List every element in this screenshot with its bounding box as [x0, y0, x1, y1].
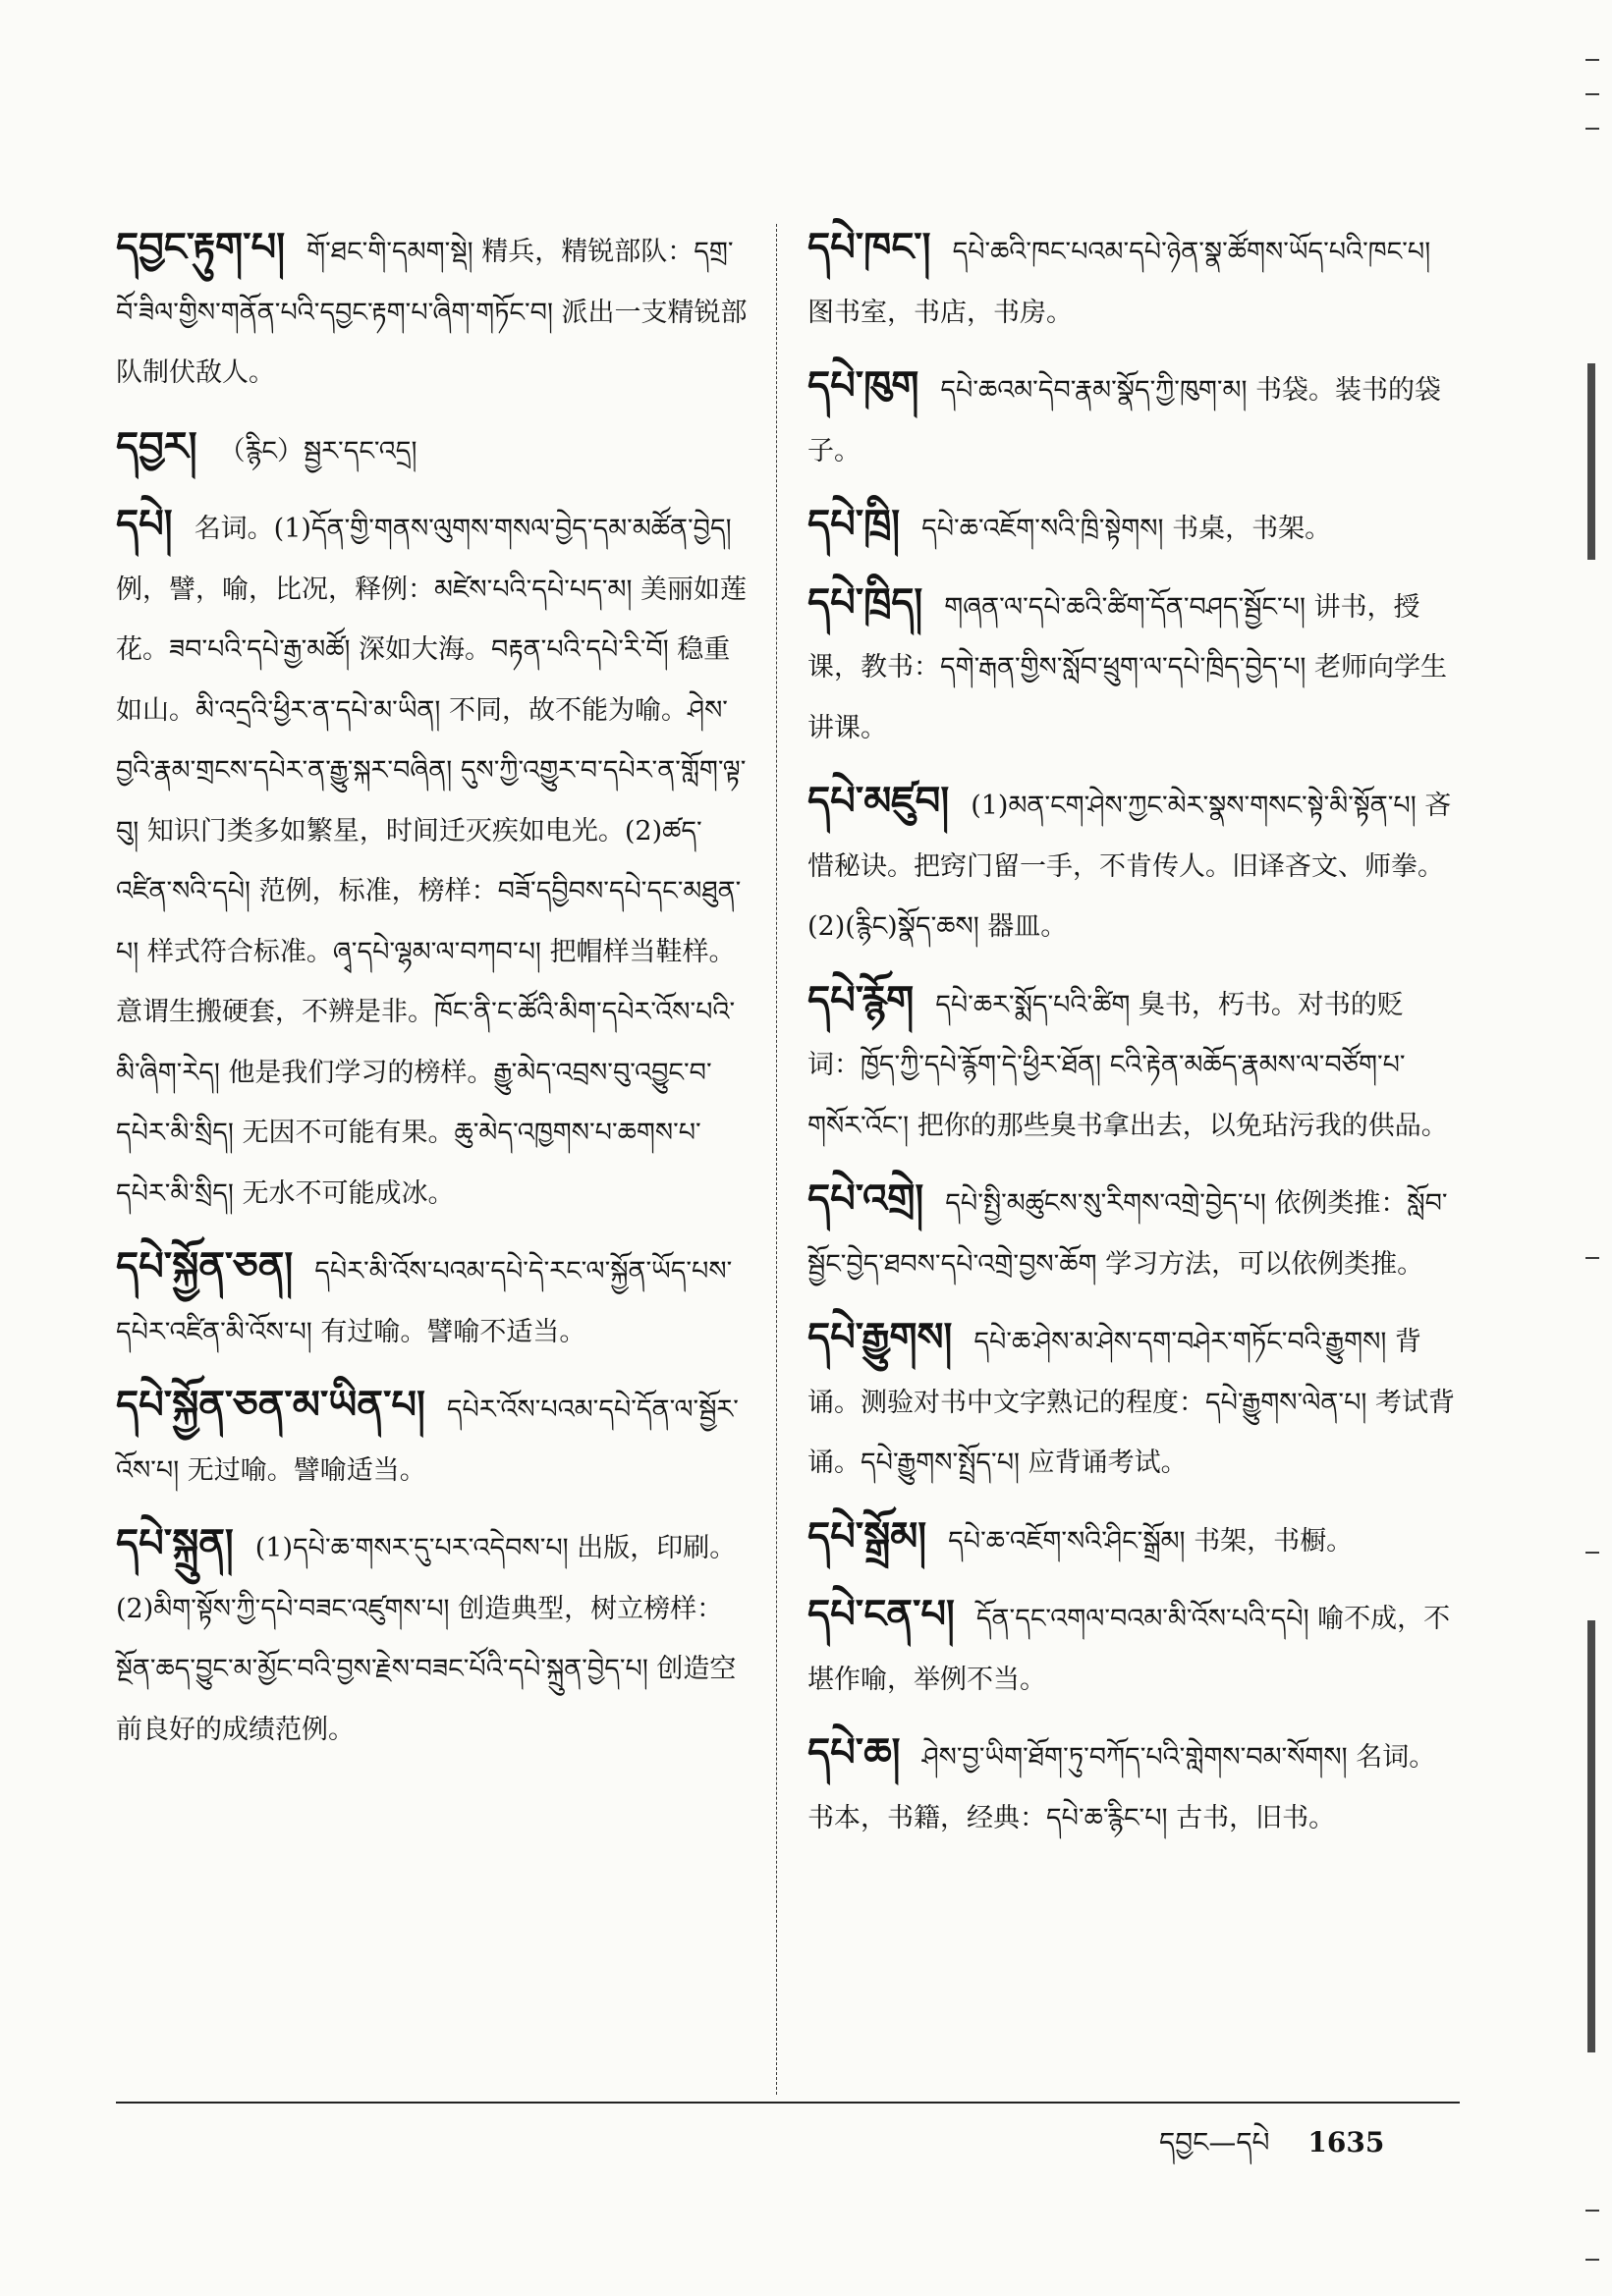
- definition: དཔེར་མི་འོས་པའམ་དཔེ་དེ་རང་ལ་སྐྱོན་ཡོད་པས་དཔེར་འཛིན་མི་འོས་པ། 有过喻。譬喻不适当。: [116, 1256, 733, 1347]
- definition: གཞན་ལ་དཔེ་ཆའི་ཚིག་དོན་བཤད་སྦྱོང་པ། 讲书，授课，教书：དགེ་རྒན་གྱིས་སློབ་ཕྲུག་ལ་དཔེ་ཁྲིད་བྱེད་པ། 老师向学生讲课。: [807, 591, 1447, 743]
- definition: （རྙིང）སྦྱར་དང་འདྲ།: [218, 435, 417, 466]
- headword: དཔེ་ཁུག: [807, 363, 919, 409]
- dictionary-entry: [807, 218, 1456, 343]
- headword: དཔེ་ཁྲི།: [807, 502, 901, 547]
- left-column: [116, 218, 754, 1774]
- dictionary-entry: [807, 1170, 1456, 1294]
- dictionary-entry: [116, 218, 754, 404]
- page-number: 1635: [1307, 2126, 1385, 2159]
- headword: དབྱང་རྟུག་པ།: [116, 225, 286, 270]
- headword: དཔེ་སྐྱོན་ཅན།: [116, 1244, 294, 1289]
- headword: དཔེ།: [116, 502, 173, 547]
- dictionary-entry: [807, 574, 1456, 759]
- definition: (1)མན་ངག་ཤེས་ཀྱང་མེར་སྣས་གསང་སྟེ་མི་སྟོན་པ། 吝惜秘诀。把窍门留一手，不肯传人。旧译吝文、师拳。(2)(རྙིང)སྣོད་ཆས། 器皿。: [807, 791, 1452, 942]
- dictionary-entry: [116, 495, 754, 1224]
- headword: དཔེ་མཛུབ།: [807, 779, 950, 824]
- headword: དབྱར།: [116, 423, 197, 469]
- binding-edge: [1585, 0, 1599, 2296]
- dictionary-entry: [116, 417, 754, 482]
- dictionary-entry: [807, 1507, 1456, 1572]
- definition: དོན་དང་འགལ་བའམ་མི་འོས་པའི་དཔེ། 喻不成，不堪作喻，举例不当。: [807, 1604, 1451, 1695]
- dictionary-entry: [807, 495, 1456, 560]
- definition: དཔེ་ཆ་འཇོག་སའི་ཤིང་སྒྲོམ། 书架，书橱。: [948, 1525, 1354, 1557]
- dictionary-entry: [116, 1514, 754, 1760]
- definition: གོ་ཐང་གི་དམག་སྡེ། 精兵，精锐部队：དགྲ་བོ་ཟིལ་གྱིས་གནོན་པའི་དབྱང་རྟག་པ་ཞིག་གཏོང་བ། 派出一支精锐部队制伏敌人。: [116, 237, 748, 388]
- dictionary-entry: [807, 1723, 1456, 1848]
- definition: ཤེས་བྱ་ཡིག་ཐོག་ཏུ་བཀོད་པའི་གླེགས་བམ་སོགས། 名词。书本，书籍，经典：དཔེ་ཆ་རྙིང་པ། 古书，旧书。: [807, 1742, 1436, 1833]
- headword: དཔེ་ཆ།: [807, 1730, 901, 1776]
- headword: དཔེ་ཁྲིད།: [807, 579, 923, 626]
- definition: དཔེ་སྤྱི་མཚུངས་སུ་རིགས་འགྲེ་བྱེད་པ། 依例类推：སློབ་སྦྱོང་བྱེད་ཐབས་དཔེ་འགྲེ་བྱས་ཆོག 学习方法，可以依例类推。: [807, 1188, 1448, 1280]
- running-head: དབྱང—དཔེ: [1159, 2126, 1270, 2159]
- headword: དཔེ་སྐྲུན།: [116, 1521, 234, 1566]
- dictionary-entry: [807, 1308, 1456, 1494]
- definition: (1)དཔེ་ཆ་གསར་དུ་པར་འདེབས་པ། 出版，印刷。(2)མིག་སྟོས་ཀྱི་དཔེ་བཟང་འཛུགས་པ། 创造典型，树立榜样：སྔོན་ཆད་བྱུང་མ་མྱོང་བའི་བྱས་རྗེས་བཟང་པོའི་དཔེ་སྐྲུན་བྱེད་པ། 创造空前良好的成绩范例。: [116, 1533, 737, 1745]
- definition: དཔེ་ཆའི་ཁང་པའམ་དཔེ་ཉེན་སྣ་ཚོགས་ཡོད་པའི་ཁང་པ། 图书室，书店，书房。: [807, 237, 1431, 328]
- headword: དཔེ་སྐྱོན་ཅན་མ་ཡིན་པ།: [116, 1383, 425, 1428]
- definition: དཔེ་ཆའམ་དེབ་རྣམ་སྣོད་ཀྱི་ཁུག་མ། 书袋。装书的袋子。: [807, 375, 1442, 466]
- headword: དཔེ་ངན་པ།: [807, 1592, 955, 1637]
- headword: དཔེ་ཁང་།: [807, 225, 931, 270]
- definition: 名词。(1)དོན་གྱི་གནས་ལུགས་གསལ་བྱེད་དམ་མཚོན་བྱེད། 例，譬，喻，比况，释例：མཛེས་པའི་དཔེ་པད་མ། 美丽如莲花。ཟབ་པའི་དཔེ་རྒྱ་མཚོ། 深如大海。བརྟན་པའི་དཔེ་རི་བོ། 稳重如山。མི་འདྲའི་ཕྱིར་ན་དཔེ་མ་ཡིན། 不同，故不能为喻。ཤེས་བྱའི་རྣམ་གྲངས་དཔེར་ན་རྒྱུ་སྐར་བཞིན། དུས་ཀྱི་འགྱུར་བ་དཔེར་ན་གློག་ལྟ་བུ། 知识门类多如繁星，时间迁灭疾如电光。(2)ཚད་འཛིན་སའི་དཔེ། 范例，标准，榜样：བཟོ་དབྱིབས་དཔེ་དང་མཐུན་པ། 样式符合标准。ཞྭ་དཔེ་ལྷམ་ལ་བཀབ་པ། 把帽样当鞋样。意谓生搬硬套，不辨是非。ཁོང་ནི་ང་ཚོའི་མིག་དཔེར་འོས་པའི་མི་ཞིག་རེད། 他是我们学习的榜样。རྒྱུ་མེད་འབྲས་བུ་འབྱུང་བ་དཔེར་མི་སྲིད། 无因不可能有果。ཆུ་མེད་འཁྱགས་པ་ཆགས་པ་དཔེར་མི་སྲིད། 无水不可能成冰。: [116, 514, 748, 1209]
- dictionary-entry: [116, 1376, 754, 1501]
- headword: དཔེ་འགྲེ།: [807, 1176, 924, 1222]
- headword: དཔེ་སྒྲོམ།: [807, 1513, 927, 1559]
- definition: དཔེ་ཆ་འཇོག་སའི་ཁྲི་སྟེགས། 书桌，书架。: [921, 514, 1332, 544]
- definition: དཔེ་ཆར་སྨོད་པའི་ཚིག 臭书，朽书。对书的贬词：ཁྱོད་ཀྱི་དཔེ་རྙོག་དེ་ཕྱིར་ཐོན། ངའི་རྟེན་མཆོད་རྣམས་ལ་བཙོག་པ་གསོར་འོང་། 把你的那些臭书拿出去，以免玷污我的供品。: [807, 989, 1448, 1141]
- dictionary-entry: [807, 772, 1456, 957]
- definition: དཔེར་འོས་པའམ་དཔེ་དོན་ལ་སྦྱོར་འོས་པ། 无过喻。譬喻适当。: [116, 1394, 739, 1486]
- right-column: [807, 218, 1456, 1862]
- headword: དཔེ་རྒྱུགས།: [807, 1315, 953, 1360]
- footer-rule: [116, 2102, 1460, 2104]
- dictionary-entry: [807, 356, 1456, 481]
- headword: དཔེ་རྙོག: [807, 977, 915, 1023]
- dictionary-entry: [807, 971, 1456, 1157]
- column-divider: [776, 224, 777, 2095]
- dictionary-entry: [807, 1585, 1456, 1710]
- page-footer: [1159, 2111, 1384, 2189]
- dictionary-entry: [116, 1237, 754, 1362]
- definition: དཔེ་ཆ་ཤེས་མ་ཤེས་དག་བཤེར་གཏོང་བའི་རྒྱུགས། 背诵。测验对书中文字熟记的程度：དཔེ་རྒྱུགས་ལེན་པ། 考试背诵。དཔེ་རྒྱུགས་སྤྲོད་པ། 应背诵考试。: [807, 1327, 1455, 1478]
